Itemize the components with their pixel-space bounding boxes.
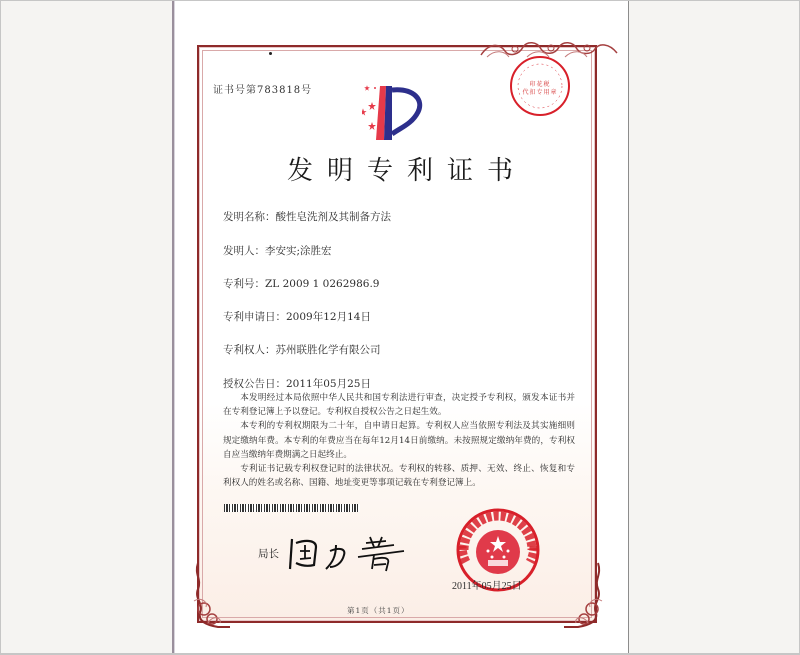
field-label: 专利申请日：	[223, 311, 286, 323]
field-label: 授权公告日：	[223, 378, 286, 390]
field-label: 发明名称：	[223, 211, 276, 223]
director-label: 局长	[258, 548, 279, 560]
tax-stamp-line2: 代扣专用章	[522, 89, 558, 96]
paragraph-legal-status: 专利证书记载专利权登记时的法律状况。专利权的转移、质押、无效、终止、恢复和专利权人的姓名或名称、国籍、地址变更等事项记载在专利登记簿上。	[223, 464, 575, 489]
page-indicator: 第1页（共1页）	[347, 606, 410, 615]
field-application-date	[223, 309, 371, 324]
certificate-body	[223, 391, 575, 490]
patent-office-logo-icon	[362, 78, 432, 148]
field-value: ZL 2009 1 0262986.9	[265, 278, 380, 290]
paragraph-grant: 本发明经过本局依照中华人民共和国专利法进行审查，决定授予专利权，颁发本证书并在专利登记簿上予以登记。专利权自授权公告之日起生效。	[223, 393, 575, 418]
barcode	[224, 504, 360, 512]
field-value: 2011年05月25日	[286, 378, 371, 390]
tax-stamp	[509, 55, 571, 117]
field-value: 2009年12月14日	[286, 311, 371, 323]
field-patentee	[223, 342, 381, 357]
ornament-corner-icon	[190, 561, 230, 631]
field-invention-name	[223, 209, 391, 224]
field-value: 李安实;涂胜宏	[265, 245, 332, 257]
seal-date: 2011年05月25日	[452, 581, 522, 592]
field-label: 专利权人：	[223, 344, 276, 356]
field-grant-date	[223, 376, 371, 391]
tax-stamp-line1: 印花税	[529, 81, 551, 88]
field-patent-number	[223, 276, 379, 291]
print-mark	[269, 52, 272, 55]
field-value: 酸性皂洗剂及其制备方法	[275, 211, 391, 223]
ornament-corner-icon	[564, 561, 606, 631]
field-value: 苏州联胜化学有限公司	[275, 344, 381, 356]
signature-icon	[286, 533, 416, 575]
field-label: 发明人：	[223, 245, 265, 257]
field-label: 专利号：	[223, 278, 265, 290]
certificate-number: 证书号第783818号	[213, 85, 313, 96]
paragraph-term: 本专利的专利权期限为二十年，自申请日起算。专利权人应当依照专利法及其实施细则规定缴纳年费。本专利的年费应当在每年12月14日前缴纳。未按照规定缴纳年费的，专利权自应当缴纳年费期满之日起终止。	[223, 421, 575, 460]
field-inventors	[223, 243, 332, 258]
page-title: 发明专利证书	[286, 156, 527, 186]
